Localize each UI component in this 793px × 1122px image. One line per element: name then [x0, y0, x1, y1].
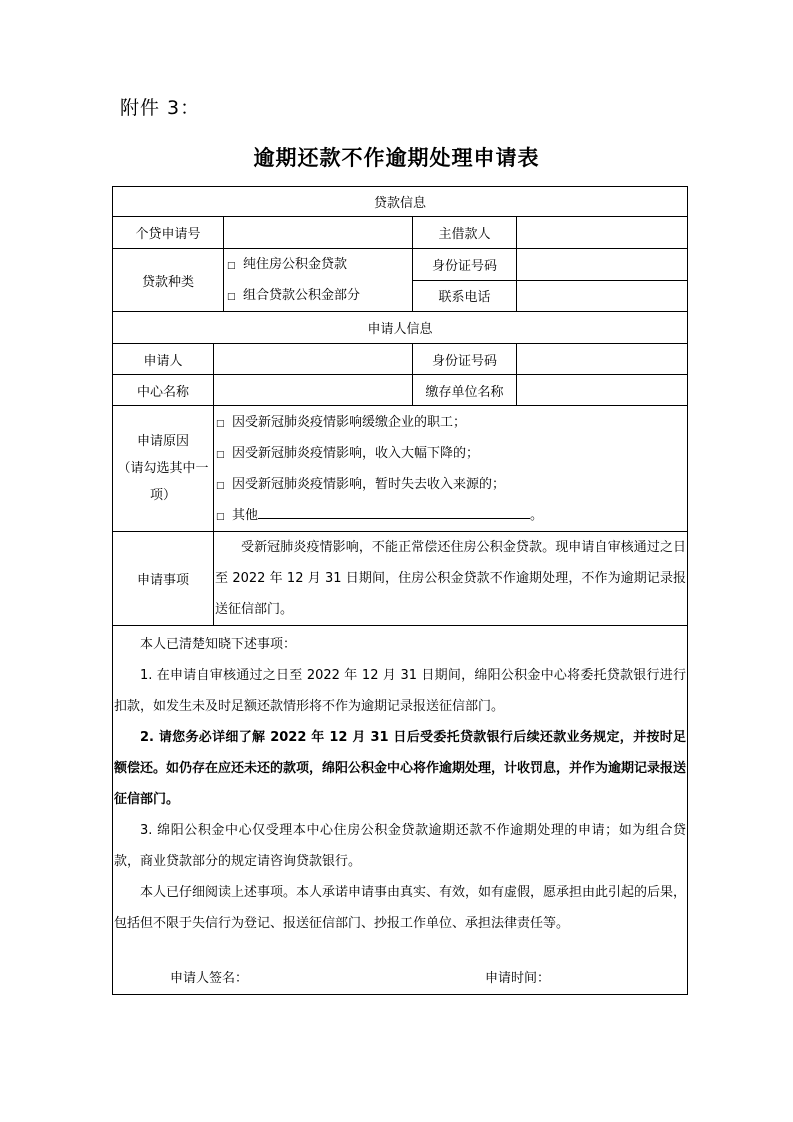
reason-option-income-drop[interactable]: [214, 438, 687, 469]
checkbox-icon[interactable]: □: [227, 261, 236, 271]
reason-label: [113, 406, 214, 532]
phone-field[interactable]: [517, 280, 688, 312]
reason-options: [214, 406, 688, 532]
employer-label: 缴存单位名称: [413, 375, 517, 406]
notice-item-2: 2. 请您务必详细了解 2022 年 12 月 31 日后受委托贷款银行后续还款业务规定，并按时足额偿还。如仍存在应还未还的款项，绵阳公积金中心将作逾期处理，计收罚息，并作为逾期记录报送征信部门。: [114, 730, 687, 807]
reason-label-line: 项）: [149, 488, 176, 503]
reason-label-line: 申请原因: [136, 434, 189, 449]
reason-option-other[interactable]: [214, 500, 687, 531]
applicant-field[interactable]: [214, 344, 413, 375]
loan-type-option-housing-fund[interactable]: [224, 249, 412, 280]
application-form-table: [112, 186, 688, 995]
checkbox-icon[interactable]: □: [216, 449, 225, 460]
reason-option-label: 因受新冠肺炎疫情影响，收入大幅下降的；: [232, 445, 480, 461]
checkbox-icon[interactable]: □: [216, 511, 225, 522]
matter-text: 受新冠肺炎疫情影响，不能正常偿还住房公积金贷款。现申请自审核通过之日至 2022 年 12 月 31 日期间，住房公积金贷款不作逾期处理，不作为逾期记录报送征信部门。: [215, 540, 687, 617]
applicant-label: 申请人: [113, 344, 214, 375]
notice-item-1: 1. 在申请自审核通过之日至 2022 年 12 月 31 日期间，绵阳公积金中心将委托贷款银行进行扣款，如发生未及时足额还款情形将不作为逾期记录报送征信部门。: [114, 668, 687, 714]
notice-section: [113, 626, 688, 995]
loan-type-option-label: 纯住房公积金贷款: [243, 257, 348, 272]
form-title: 逾期还款不作逾期处理申请表: [253, 145, 540, 170]
loan-type-label: 贷款种类: [113, 249, 224, 312]
center-name-label: 中心名称: [113, 375, 214, 406]
checkbox-icon[interactable]: □: [227, 292, 236, 302]
matter-label: 申请事项: [113, 532, 214, 626]
borrower-id-field[interactable]: [517, 249, 688, 281]
checkbox-icon[interactable]: □: [216, 480, 225, 491]
reason-option-deferred[interactable]: [214, 407, 687, 438]
employer-field[interactable]: [517, 375, 688, 406]
reason-option-label: 其他: [232, 507, 259, 523]
applicant-id-label: 身份证号码: [413, 344, 517, 375]
loan-type-option-label: 组合贷款公积金部分: [243, 288, 361, 303]
reason-label-line: （请勾选其中一: [117, 461, 209, 476]
other-reason-blank[interactable]: [258, 506, 530, 519]
loan-app-no-field[interactable]: [224, 217, 413, 249]
main-borrower-field[interactable]: [517, 217, 688, 249]
notice-item-3: 3. 绵阳公积金中心仅受理本中心住房公积金贷款逾期还款不作逾期处理的申请；如为组合贷款，商业贷款部分的规定请咨询贷款银行。: [114, 823, 687, 869]
loan-type-options: [224, 249, 413, 312]
applicant-signature-label[interactable]: 申请人签名：: [170, 971, 249, 986]
notice-intro: 本人已清楚知晓下述事项：: [140, 637, 297, 652]
attachment-label: 附件 3：: [120, 97, 201, 119]
loan-app-no-label: 个贷申请号: [113, 217, 224, 249]
phone-label: 联系电话: [413, 280, 517, 312]
reason-option-label: 因受新冠肺炎疫情影响缓缴企业的职工；: [232, 414, 467, 430]
matter-text-cell: [214, 532, 688, 626]
applicant-id-field[interactable]: [517, 344, 688, 375]
loan-type-option-combined[interactable]: [224, 280, 412, 311]
borrower-id-label: 身份证号码: [413, 249, 517, 281]
main-borrower-label: 主借款人: [413, 217, 517, 249]
loan-info-section-header: 贷款信息: [113, 187, 688, 217]
other-reason-suffix: 。: [530, 507, 544, 523]
signature-row: [113, 939, 687, 994]
commitment-text: 本人已仔细阅读上述事项。本人承诺申请事由真实、有效，如有虚假，愿承担由此引起的后果，包括但不限于失信行为登记、报送征信部门、抄报工作单位、承担法律责任等。: [114, 885, 687, 931]
reason-option-income-loss[interactable]: [214, 469, 687, 500]
center-name-field[interactable]: [214, 375, 413, 406]
applicant-info-section-header: 申请人信息: [113, 312, 688, 344]
application-date-label[interactable]: 申请时间：: [485, 971, 551, 986]
checkbox-icon[interactable]: □: [216, 418, 225, 429]
reason-option-label: 因受新冠肺炎疫情影响，暂时失去收入来源的；: [232, 476, 506, 492]
